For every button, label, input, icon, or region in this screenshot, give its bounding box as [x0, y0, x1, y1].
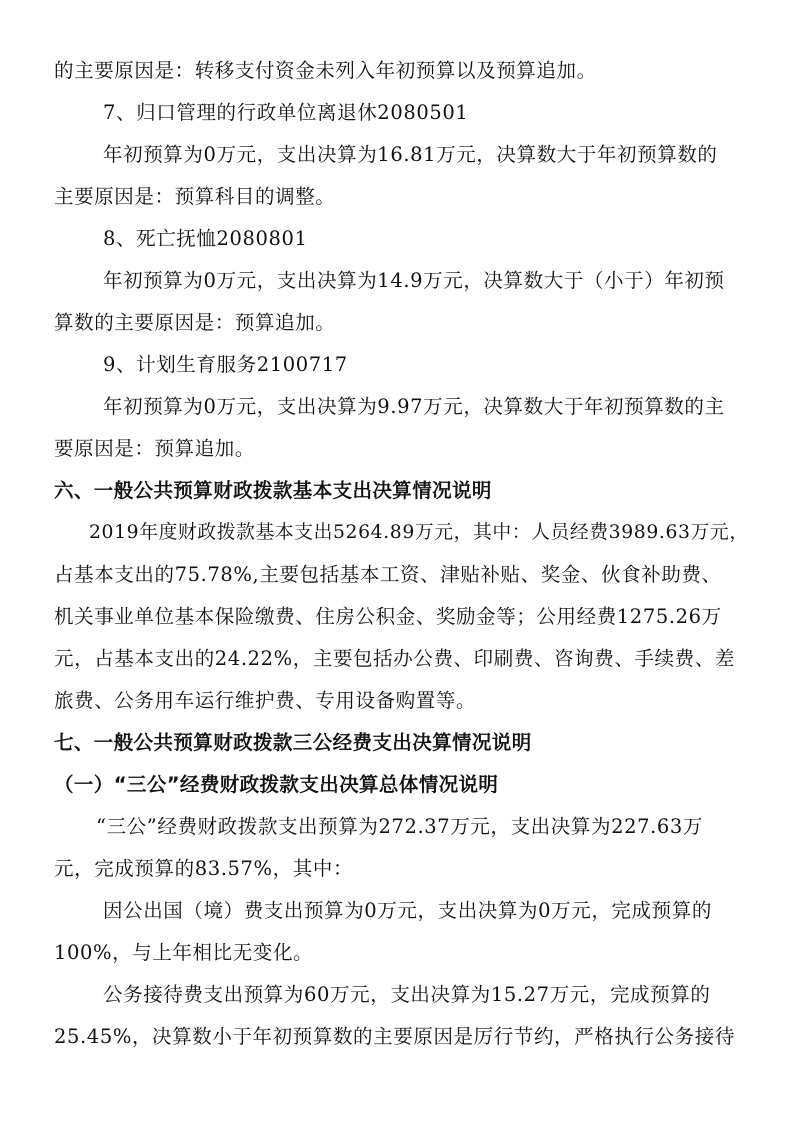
paragraph-line: 年初预算为0万元，支出决算为14.9万元，决算数大于（小于）年初预	[103, 269, 725, 292]
paragraph-line: 年初预算为0万元，支出决算为9.97万元，决算数大于年初预算数的主	[103, 395, 725, 418]
paragraph-line: 因公出国（境）费支出预算为0万元，支出决算为0万元，完成预算的	[103, 899, 712, 922]
section-heading: 七、一般公共预算财政拨款三公经费支出决算情况说明	[54, 731, 532, 754]
paragraph-line: 机关事业单位基本保险缴费、住房公积金、奖励金等；公用经费1275.26万	[54, 605, 722, 628]
paragraph-line: 的主要原因是：转移支付资金未列入年初预算以及预算追加。	[54, 59, 597, 82]
paragraph-line: 主要原因是：预算科目的调整。	[54, 185, 336, 208]
item-heading: 9、计划生育服务2100717	[103, 353, 348, 376]
paragraph-line: 25.45%，决算数小于年初预算数的主要原因是厉行节约，严格执行公务接待	[54, 1025, 735, 1048]
paragraph-line: 公务接待费支出预算为60万元，支出决算为15.27万元，完成预算的	[103, 983, 711, 1006]
item-heading: 7、归口管理的行政单位离退休2080501	[103, 101, 469, 124]
paragraph-line: 2019年度财政拨款基本支出5264.89万元，其中：人员经费3989.63万元，	[89, 522, 749, 543]
paragraph-line: 100%，与上年相比无变化。	[54, 941, 314, 964]
section-heading: 六、一般公共预算财政拨款基本支出决算情况说明	[54, 479, 492, 502]
paragraph-line: 旅费、公务用车运行维护费、专用设备购置等。	[54, 689, 477, 712]
paragraph-line: 元，占基本支出的24.22%，主要包括办公费、印刷费、咨询费、手续费、差	[54, 647, 735, 670]
paragraph-line: 算数的主要原因是：预算追加。	[54, 311, 336, 334]
paragraph-line: 占基本支出的75.78%,主要包括基本工资、津贴补贴、奖金、伙食补助费、	[54, 563, 722, 586]
paragraph-line: 年初预算为0万元，支出决算为16.81万元，决算数大于年初预算数的	[103, 143, 718, 166]
item-heading: 8、死亡抚恤2080801	[103, 227, 308, 250]
subsection-heading: （一）“三公”经费财政拨款支出决算总体情况说明	[54, 773, 499, 796]
paragraph-line: 元，完成预算的83.57%，其中：	[54, 857, 354, 880]
paragraph-line: “三公”经费财政拨款支出预算为272.37万元，支出决算为227.63万	[96, 815, 703, 838]
paragraph-line: 要原因是：预算追加。	[54, 437, 256, 460]
